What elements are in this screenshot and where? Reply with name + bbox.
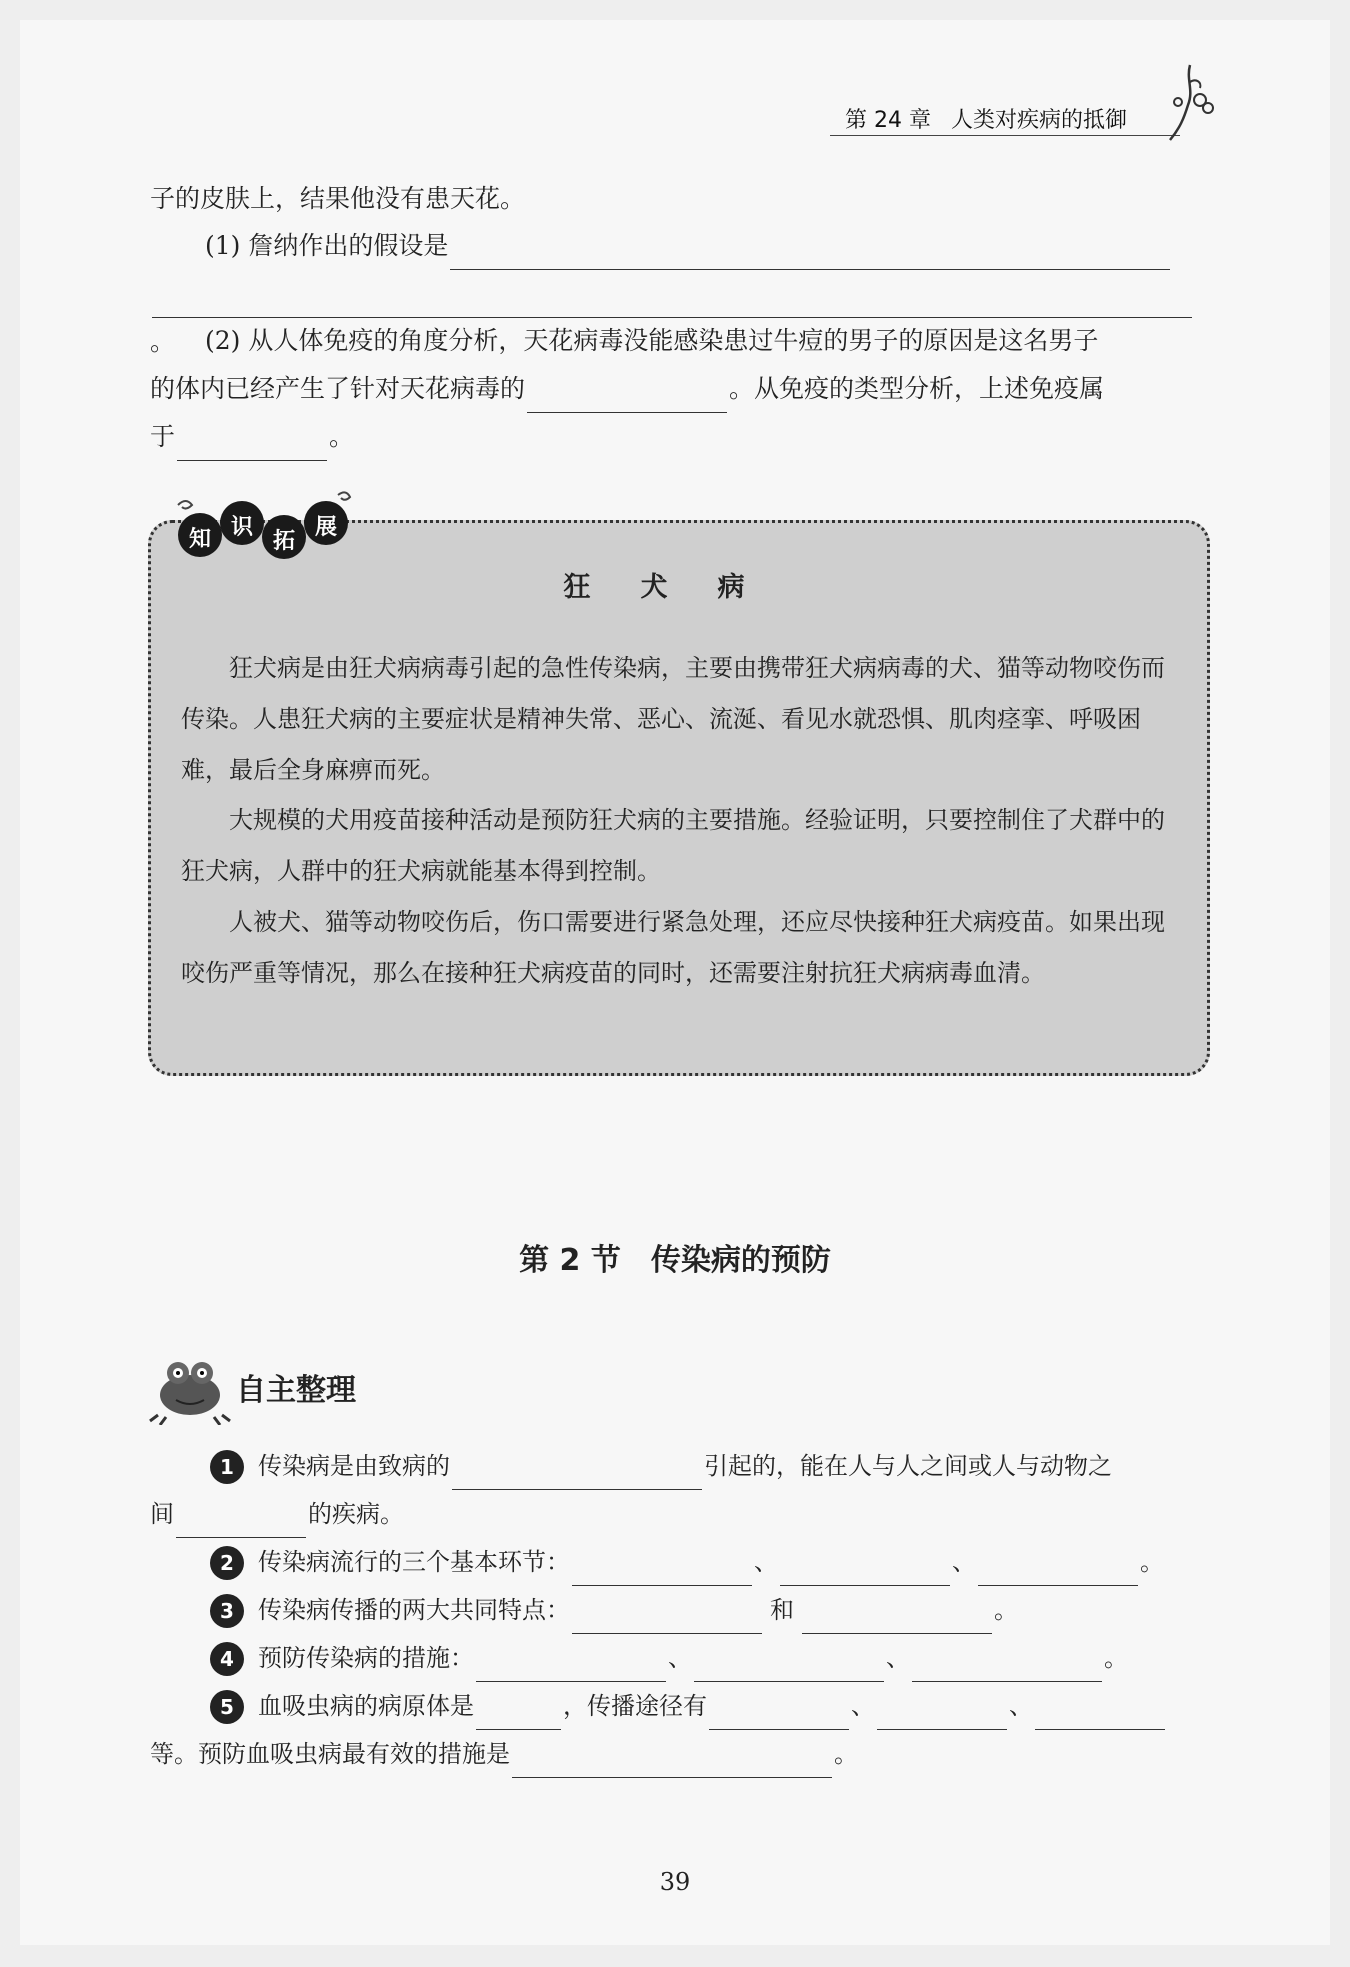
answer-blank[interactable] [450, 239, 1170, 270]
answer-blank[interactable] [572, 1555, 752, 1586]
punctuation: 。 [1140, 1548, 1164, 1576]
section-title: 第 2 节 传染病的预防 [519, 1243, 831, 1278]
item-text: 血吸虫病的病原体是 [258, 1692, 474, 1720]
item-text: ，传播途径有 [563, 1692, 707, 1720]
item-text: 传染病传播的两大共同特点： [258, 1596, 570, 1624]
answer-blank[interactable] [709, 1699, 849, 1730]
question-2-line3 [150, 413, 354, 461]
knowledge-extension-box [148, 520, 1210, 1076]
number-3-icon: 3 [210, 1594, 244, 1628]
item-text: 间 [150, 1500, 174, 1528]
punctuation: 、 [668, 1644, 692, 1672]
box-title: 狂犬病 [563, 572, 795, 603]
box-paragraph-1: 狂犬病是由狂犬病病毒引起的急性传染病，主要由携带狂犬病病毒的犬、猫等动物咬伤而传染。人患狂犬病的主要症状是精神失常、恶心、流涎、看见水就恐惧、肌肉痉挛、呼吸困难，最后全身麻痹而死。 [181, 654, 1165, 784]
question-2-text: 的体内已经产生了针对天花病毒的 [150, 374, 526, 403]
badge-char: 识 [231, 515, 254, 540]
answer-blank[interactable] [1035, 1699, 1165, 1730]
badge-char: 拓 [273, 529, 296, 554]
item-text: 的疾病。 [308, 1500, 404, 1528]
question-2-text: 。从免疫的类型分析，上述免疫属 [729, 374, 1105, 403]
box-paragraph-3: 人被犬、猫等动物咬伤后，伤口需要进行紧急处理，还应尽快接种狂犬病疫苗。如果出现咬伤严重等情况，那么在接种狂犬病疫苗的同时，还需要注射抗狂犬病病毒血清。 [181, 908, 1165, 987]
item-5-line2 [150, 1730, 858, 1778]
item-5 [210, 1682, 1210, 1730]
chapter-number: 第 24 章 [845, 107, 931, 133]
number-5-icon: 5 [210, 1690, 244, 1724]
answer-blank[interactable] [476, 1651, 666, 1682]
question-2-text: 于 [150, 422, 176, 451]
self-study-heading: 自主整理 [236, 1373, 356, 1408]
punctuation: 、 [1009, 1692, 1033, 1720]
item-text: 和 [770, 1596, 794, 1624]
question-1-prompt: (1) 詹纳作出的假设是 [205, 231, 449, 260]
answer-blank[interactable] [694, 1651, 884, 1682]
answer-blank[interactable] [512, 1747, 832, 1778]
badge-char: 知 [189, 527, 212, 552]
box-paragraph-2: 大规模的犬用疫苗接种活动是预防狂犬病的主要措施。经验证明，只要控制住了犬群中的狂犬病，人群中的狂犬病就能基本得到控制。 [181, 806, 1165, 885]
chapter-title: 人类对疾病的抵御 [950, 107, 1127, 133]
number-1-icon: 1 [210, 1450, 244, 1484]
punctuation: 。 [329, 422, 355, 451]
badge-label [158, 485, 358, 565]
item-text: 引起的，能在人与人之间或人与动物之 [704, 1452, 1112, 1480]
punctuation: 、 [952, 1548, 976, 1576]
flower-ornament-icon [1160, 60, 1220, 145]
answer-blank[interactable] [877, 1699, 1007, 1730]
answer-blank[interactable] [978, 1555, 1138, 1586]
item-2 [210, 1538, 1210, 1586]
answer-blank[interactable] [177, 430, 327, 461]
item-text: 预防传染病的措施： [258, 1644, 474, 1672]
header-rule [830, 135, 1180, 136]
punctuation: 。 [994, 1596, 1018, 1624]
answer-blank[interactable] [476, 1699, 561, 1730]
answer-blank[interactable] [802, 1603, 992, 1634]
item-text: 传染病是由致病的 [258, 1452, 450, 1480]
answer-blank[interactable] [176, 1507, 306, 1538]
answer-blank[interactable] [912, 1651, 1102, 1682]
item-1 [210, 1442, 1210, 1490]
number-4-icon: 4 [210, 1642, 244, 1676]
running-header [845, 100, 1127, 136]
punctuation: 。 [834, 1740, 858, 1768]
question-1 [205, 222, 1205, 270]
badge-char: 展 [315, 515, 338, 540]
punctuation: 、 [851, 1692, 875, 1720]
item-3 [210, 1586, 1210, 1634]
item-4 [210, 1634, 1210, 1682]
answer-blank[interactable] [572, 1603, 762, 1634]
question-2-line1: (2) 从人体免疫的角度分析，天花病毒没能感染患过牛痘的男子的原因是这名男子 [205, 326, 1099, 355]
answer-blank[interactable] [527, 382, 727, 413]
continuation-text: 子的皮肤上，结果他没有患天花。 [150, 184, 526, 213]
punctuation: 、 [886, 1644, 910, 1672]
item-text: 等。预防血吸虫病最有效的措施是 [150, 1740, 510, 1768]
punctuation: 、 [754, 1548, 778, 1576]
answer-blank[interactable] [780, 1555, 950, 1586]
question-2-line2 [150, 365, 1220, 413]
item-text: 传染病流行的三个基本环节： [258, 1548, 570, 1576]
answer-blank[interactable] [452, 1459, 702, 1490]
frog-mascot-icon [148, 1345, 233, 1425]
number-2-icon: 2 [210, 1546, 244, 1580]
answer-blank[interactable] [152, 287, 1192, 318]
page-number: 39 [659, 1868, 691, 1896]
item-1-line2 [150, 1490, 404, 1538]
punctuation: 。 [150, 327, 176, 356]
punctuation: 。 [1104, 1644, 1128, 1672]
